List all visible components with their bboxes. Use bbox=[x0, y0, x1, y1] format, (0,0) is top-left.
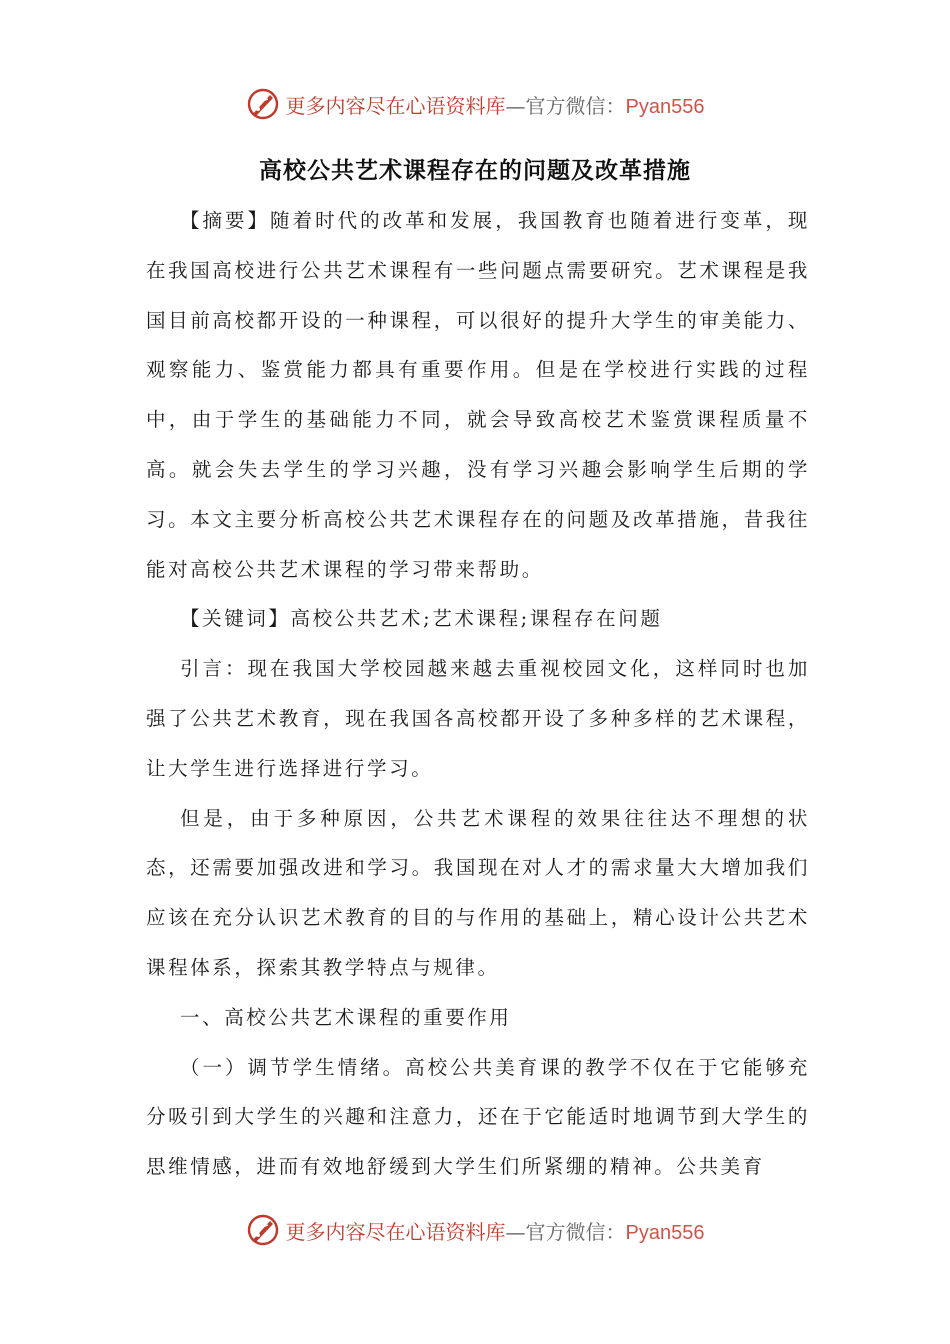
keywords-paragraph: 【关键词】高校公共艺术;艺术课程;课程存在问题 bbox=[180, 607, 663, 631]
quill-pen-seal-icon bbox=[246, 1213, 280, 1247]
banner-wechat-id: Pyan556 bbox=[625, 95, 705, 118]
banner-official-label: 官方微信： bbox=[525, 93, 626, 118]
banner-official-label: 官方微信： bbox=[525, 1219, 626, 1244]
document-body bbox=[146, 196, 810, 1192]
banner-text bbox=[286, 90, 705, 119]
banner-wechat-id: Pyan556 bbox=[625, 1221, 705, 1244]
header-banner bbox=[0, 82, 950, 126]
banner-main-text: 更多内容尽在心语资料库 bbox=[285, 1219, 506, 1244]
abstract-paragraph: 【摘要】随着时代的改革和发展，我国教育也随着进行变革，现在我国高校进行公共艺术课程有一些问题点需要研究。艺术课程是我国目前高校都开设的一种课程，可以很好的提升大学生的审美能力、观察能力、鉴赏能力都具有重要作用。但是在学校进行实践的过程中，由于学生的基础能力不同，就会导致高校艺术鉴赏课程质量不高。就会失去学生的学习兴趣，没有学习兴趣会影响学生后期的学习。本文主要分析高校公共艺术课程存在的问题及改革措施，昔我往能对高校公共艺术课程的学习带来帮助。 bbox=[146, 209, 810, 581]
section-heading: 一、高校公共艺术课程的重要作用 bbox=[180, 1005, 512, 1029]
banner-text bbox=[286, 1216, 705, 1245]
intro-paragraph: 引言：现在我国大学校园越来越去重视校园文化，这样同时也加强了公共艺术教育，现在我国各高校都开设了多种多样的艺术课程，让大学生进行选择进行学习。 bbox=[146, 657, 810, 780]
subsection-paragraph: （一）调节学生情绪。高校公共美育课的教学不仅在于它能够充分吸引到大学生的兴趣和注意力，还在于它能适时地调节到大学生的思维情感，进而有效地舒缓到大学生们所紧绷的精神。公共美育 bbox=[146, 1055, 810, 1179]
document-title: 高校公共艺术课程存在的问题及改革措施 bbox=[259, 157, 691, 184]
quill-pen-seal-icon bbox=[246, 87, 280, 121]
footer-banner bbox=[0, 1208, 950, 1252]
banner-main-text: 更多内容尽在心语资料库 bbox=[285, 93, 506, 118]
body-paragraph: 但是，由于多种原因，公共艺术课程的效果往往达不理想的状态，还需要加强改进和学习。我国现在对人才的需求量大大增加我们应该在充分认识艺术教育的目的与作用的基础上，精心设计公共艺术课程体系，探索其教学特点与规律。 bbox=[146, 806, 810, 979]
banner-dash: — bbox=[505, 1219, 526, 1244]
banner-dash: — bbox=[505, 93, 526, 118]
